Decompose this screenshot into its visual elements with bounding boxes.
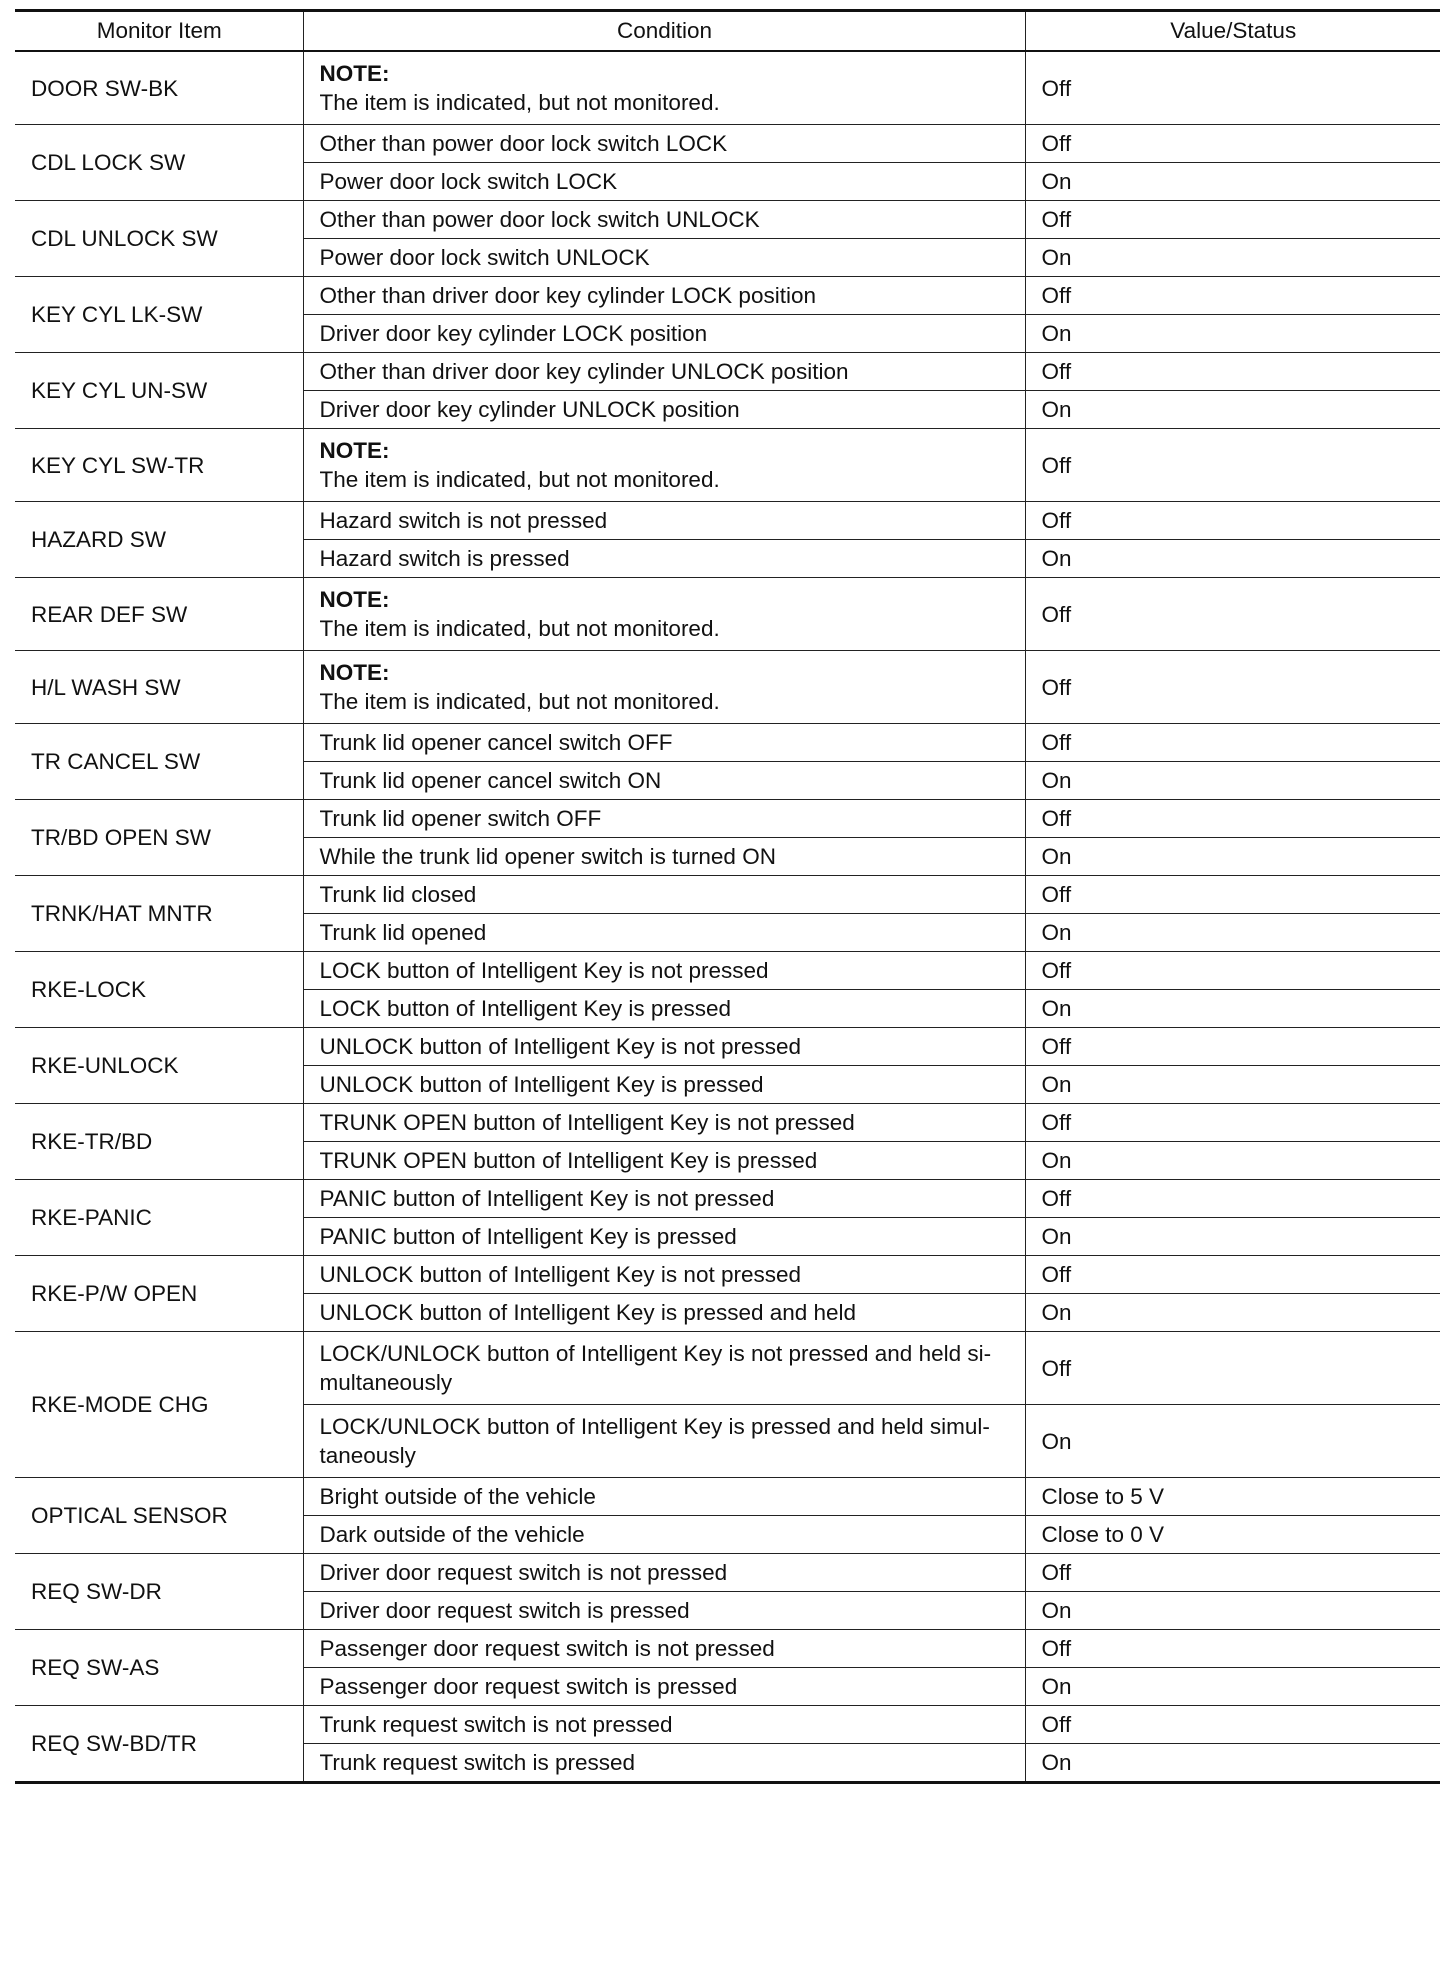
value-status-cell: Close to 0 V: [1025, 1516, 1440, 1554]
note-text: The item is indicated, but not monitored.: [319, 467, 720, 492]
monitor-item-cell: RKE-UNLOCK: [15, 1028, 303, 1104]
monitor-item-cell: TR CANCEL SW: [15, 724, 303, 800]
condition-cell: Trunk request switch is pressed: [303, 1744, 1025, 1783]
value-status-cell: Off: [1025, 578, 1440, 651]
monitor-item-cell: REQ SW-BD/TR: [15, 1706, 303, 1783]
value-status-cell: On: [1025, 1066, 1440, 1104]
value-status-cell: Off: [1025, 1180, 1440, 1218]
condition-cell: Hazard switch is not pressed: [303, 502, 1025, 540]
value-status-cell: Off: [1025, 1104, 1440, 1142]
condition-cell: Trunk lid closed: [303, 876, 1025, 914]
condition-cell: Dark outside of the vehicle: [303, 1516, 1025, 1554]
table-row: [15, 800, 1440, 838]
table-row: [15, 1554, 1440, 1592]
value-status-cell: On: [1025, 1142, 1440, 1180]
condition-cell: PANIC button of Intelligent Key is not pressed: [303, 1180, 1025, 1218]
value-status-cell: Off: [1025, 1028, 1440, 1066]
table-row: [15, 353, 1440, 391]
condition-cell: Passenger door request switch is not pressed: [303, 1630, 1025, 1668]
value-status-cell: Off: [1025, 429, 1440, 502]
value-status-cell: On: [1025, 914, 1440, 952]
condition-cell: Bright outside of the vehicle: [303, 1478, 1025, 1516]
table-row: [15, 876, 1440, 914]
note-label: NOTE:: [319, 587, 390, 612]
monitor-item-cell: TRNK/HAT MNTR: [15, 876, 303, 952]
condition-cell: [303, 578, 1025, 651]
condition-cell: TRUNK OPEN button of Intelligent Key is not pressed: [303, 1104, 1025, 1142]
value-status-cell: Off: [1025, 800, 1440, 838]
condition-cell: Driver door request switch is not pressed: [303, 1554, 1025, 1592]
condition-cell: Other than driver door key cylinder UNLOCK position: [303, 353, 1025, 391]
monitor-item-cell: OPTICAL SENSOR: [15, 1478, 303, 1554]
table-row: [15, 724, 1440, 762]
condition-cell: UNLOCK button of Intelligent Key is pressed and held: [303, 1294, 1025, 1332]
value-status-cell: Off: [1025, 277, 1440, 315]
condition-cell: Other than driver door key cylinder LOCK position: [303, 277, 1025, 315]
table-row: [15, 201, 1440, 239]
monitor-item-cell: KEY CYL UN-SW: [15, 353, 303, 429]
monitor-item-cell: RKE-TR/BD: [15, 1104, 303, 1180]
condition-cell: Trunk request switch is not pressed: [303, 1706, 1025, 1744]
condition-cell: Driver door key cylinder UNLOCK position: [303, 391, 1025, 429]
table-row: [15, 502, 1440, 540]
monitor-item-cell: TR/BD OPEN SW: [15, 800, 303, 876]
header-row: [15, 11, 1440, 52]
value-status-cell: Off: [1025, 502, 1440, 540]
condition-cell: Power door lock switch LOCK: [303, 163, 1025, 201]
value-status-cell: On: [1025, 990, 1440, 1028]
value-status-cell: Off: [1025, 125, 1440, 163]
monitor-item-cell: DOOR SW-BK: [15, 51, 303, 125]
value-status-cell: On: [1025, 239, 1440, 277]
condition-cell: Trunk lid opener cancel switch OFF: [303, 724, 1025, 762]
monitor-item-cell: RKE-P/W OPEN: [15, 1256, 303, 1332]
condition-cell: Power door lock switch UNLOCK: [303, 239, 1025, 277]
note-text: The item is indicated, but not monitored.: [319, 616, 720, 641]
value-status-cell: Off: [1025, 51, 1440, 125]
monitor-item-cell: CDL UNLOCK SW: [15, 201, 303, 277]
table-row: [15, 51, 1440, 125]
monitor-item-cell: KEY CYL LK-SW: [15, 277, 303, 353]
table-row: [15, 1256, 1440, 1294]
condition-cell: Hazard switch is pressed: [303, 540, 1025, 578]
value-status-cell: Off: [1025, 724, 1440, 762]
value-status-cell: On: [1025, 315, 1440, 353]
table-row: [15, 1332, 1440, 1405]
condition-cell: Other than power door lock switch UNLOCK: [303, 201, 1025, 239]
monitor-item-cell: REQ SW-DR: [15, 1554, 303, 1630]
value-status-cell: Off: [1025, 353, 1440, 391]
table-row: [15, 125, 1440, 163]
value-status-cell: On: [1025, 1592, 1440, 1630]
value-status-cell: On: [1025, 1218, 1440, 1256]
value-status-cell: On: [1025, 1668, 1440, 1706]
condition-cell: LOCK/UNLOCK button of Intelligent Key is pressed and held simul-taneously: [303, 1405, 1025, 1478]
condition-cell: UNLOCK button of Intelligent Key is not pressed: [303, 1028, 1025, 1066]
header-condition: Condition: [303, 11, 1025, 52]
value-status-cell: Off: [1025, 1256, 1440, 1294]
condition-cell: [303, 651, 1025, 724]
note-text: The item is indicated, but not monitored.: [319, 90, 720, 115]
value-status-cell: Off: [1025, 651, 1440, 724]
monitor-item-cell: REAR DEF SW: [15, 578, 303, 651]
table-row: [15, 578, 1440, 651]
note-text: The item is indicated, but not monitored.: [319, 689, 720, 714]
condition-cell: LOCK/UNLOCK button of Intelligent Key is not pressed and held si-multaneously: [303, 1332, 1025, 1405]
condition-cell: LOCK button of Intelligent Key is pressed: [303, 990, 1025, 1028]
value-status-cell: Off: [1025, 1630, 1440, 1668]
condition-cell: UNLOCK button of Intelligent Key is pressed: [303, 1066, 1025, 1104]
table-row: [15, 1478, 1440, 1516]
condition-cell: TRUNK OPEN button of Intelligent Key is pressed: [303, 1142, 1025, 1180]
value-status-cell: Off: [1025, 876, 1440, 914]
note-label: NOTE:: [319, 660, 390, 685]
note-label: NOTE:: [319, 438, 390, 463]
value-status-cell: On: [1025, 762, 1440, 800]
header-value-status: Value/Status: [1025, 11, 1440, 52]
monitor-item-cell: HAZARD SW: [15, 502, 303, 578]
monitor-item-cell: KEY CYL SW-TR: [15, 429, 303, 502]
condition-cell: Trunk lid opener cancel switch ON: [303, 762, 1025, 800]
condition-cell: Driver door key cylinder LOCK position: [303, 315, 1025, 353]
value-status-cell: Off: [1025, 952, 1440, 990]
value-status-cell: Off: [1025, 1706, 1440, 1744]
value-status-cell: Close to 5 V: [1025, 1478, 1440, 1516]
value-status-cell: Off: [1025, 201, 1440, 239]
condition-cell: [303, 51, 1025, 125]
note-label: NOTE:: [319, 61, 390, 86]
monitor-item-cell: CDL LOCK SW: [15, 125, 303, 201]
condition-cell: [303, 429, 1025, 502]
table-row: [15, 651, 1440, 724]
monitor-item-cell: RKE-MODE CHG: [15, 1332, 303, 1478]
value-status-cell: On: [1025, 838, 1440, 876]
monitor-item-cell: RKE-PANIC: [15, 1180, 303, 1256]
table-row: [15, 1630, 1440, 1668]
condition-cell: Driver door request switch is pressed: [303, 1592, 1025, 1630]
table-row: [15, 952, 1440, 990]
value-status-cell: On: [1025, 1744, 1440, 1783]
table-row: [15, 277, 1440, 315]
condition-cell: Passenger door request switch is pressed: [303, 1668, 1025, 1706]
value-status-cell: On: [1025, 163, 1440, 201]
value-status-cell: On: [1025, 1405, 1440, 1478]
monitor-item-table: [15, 9, 1440, 1784]
table-row: [15, 1028, 1440, 1066]
table-header: [15, 11, 1440, 52]
condition-cell: Trunk lid opener switch OFF: [303, 800, 1025, 838]
table-row: [15, 1180, 1440, 1218]
value-status-cell: Off: [1025, 1332, 1440, 1405]
header-monitor-item: Monitor Item: [15, 11, 303, 52]
monitor-item-cell: H/L WASH SW: [15, 651, 303, 724]
condition-cell: While the trunk lid opener switch is turned ON: [303, 838, 1025, 876]
value-status-cell: Off: [1025, 1554, 1440, 1592]
condition-cell: Other than power door lock switch LOCK: [303, 125, 1025, 163]
condition-cell: Trunk lid opened: [303, 914, 1025, 952]
condition-cell: UNLOCK button of Intelligent Key is not pressed: [303, 1256, 1025, 1294]
table-row: [15, 1104, 1440, 1142]
table-body: [15, 51, 1440, 1783]
value-status-cell: On: [1025, 540, 1440, 578]
monitor-item-cell: REQ SW-AS: [15, 1630, 303, 1706]
value-status-cell: On: [1025, 1294, 1440, 1332]
value-status-cell: On: [1025, 391, 1440, 429]
monitor-item-cell: RKE-LOCK: [15, 952, 303, 1028]
table-row: [15, 1706, 1440, 1744]
condition-cell: PANIC button of Intelligent Key is pressed: [303, 1218, 1025, 1256]
condition-cell: LOCK button of Intelligent Key is not pressed: [303, 952, 1025, 990]
table-row: [15, 429, 1440, 502]
